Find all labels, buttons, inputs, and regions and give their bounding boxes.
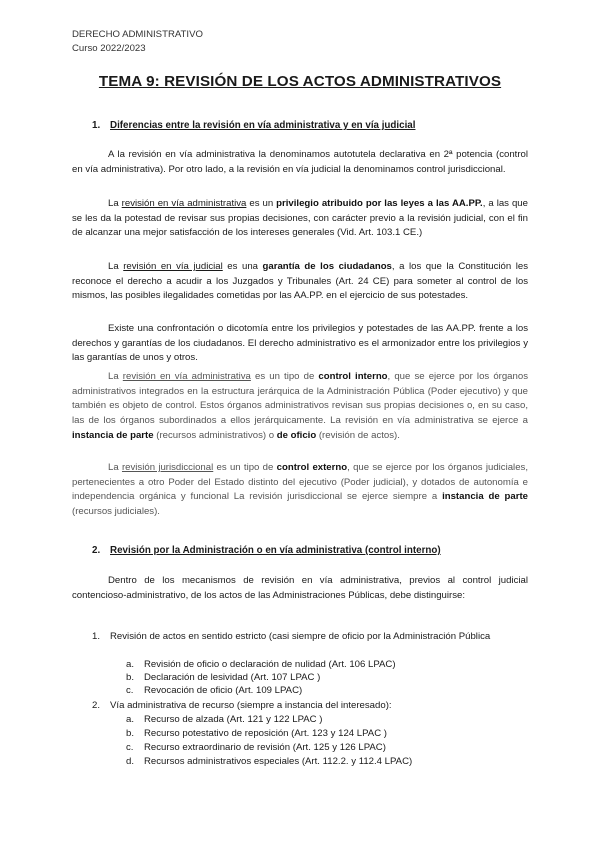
paragraph-7: Dentro de los mecanismos de revisión en vía administrativa, previos al control judicial contencioso-administrativo, de los actos de las Administraciones Públicas, debe distinguirse: <box>72 575 528 601</box>
sub-list-item <box>126 727 387 741</box>
p2-mid: es un <box>246 198 277 209</box>
sub-list-item <box>126 755 412 769</box>
sub-list-text: Recurso potestativo de reposición (Art. 123 y 124 LPAC ) <box>144 728 387 739</box>
list-marker: 2. <box>92 700 101 711</box>
p5-bold-2: instancia de parte <box>72 429 154 441</box>
p3-term: revisión en vía judicial <box>123 261 223 272</box>
paragraph-6 <box>72 461 528 520</box>
p5-bold-3: de oficio <box>276 429 317 441</box>
sub-list-marker: d. <box>126 756 135 767</box>
list-item <box>92 630 528 644</box>
paragraph-4: Existe una confrontación o dicotomía entre los privilegios y potestades de las AA.PP. frente a los derechos y garantías de los ciudadanos. El derecho administrativo es el armonizador entre los privilegios y las garantías de unos y otros. <box>72 323 528 364</box>
p2-bold: privilegio atribuido por las leyes a las AA.PP. <box>276 198 483 209</box>
section-2-heading <box>92 545 441 556</box>
p5-text-2: , que se ejerce por los órganos administrativos integrados en la estructura jerárquica de la Administración Pública (Poder ejecutivo) y que también es objeto de control. Estos órganos administrativos revisan sus propias decisiones o, en su caso, las de los órganos subordinados a ellos jerárquicamente. La revisión en vía administrativa se ejerce a <box>72 371 528 427</box>
course-header: DERECHO ADMINISTRATIVO <box>72 29 203 40</box>
list-item <box>92 699 528 713</box>
p6-bold-1: control externo <box>276 462 348 473</box>
sub-list-text: Revocación de oficio (Art. 109 LPAC) <box>144 685 303 696</box>
sub-list-text: Revisión de oficio o declaración de nulidad (Art. 106 LPAC) <box>144 659 396 670</box>
section-1-title: Diferencias entre la revisión en vía administrativa y en vía judicial <box>110 120 416 131</box>
sub-list-item <box>126 671 320 685</box>
paragraph-1: A la revisión en vía administrativa la denominamos autotutela declarativa en 2ª potencia (control en vía administrativa). Por otro lado, a la revisión en vía judicial la denominamos control jurisdiccional. <box>72 149 528 175</box>
paragraph-3 <box>72 260 528 304</box>
p6-lead: La <box>108 462 122 473</box>
sub-list-text: Recurso extraordinario de revisión (Art. 125 y 126 LPAC) <box>144 742 386 753</box>
p5-mid: es un tipo de <box>250 371 319 382</box>
list-item-text: Revisión de actos en sentido estricto (casi siempre de oficio por la Administración Pública <box>110 631 491 642</box>
sub-list-item <box>126 684 302 698</box>
section-2-title: Revisión por la Administración o en vía administrativa (control interno) <box>110 545 441 556</box>
p2-term: revisión en vía administrativa <box>121 198 247 209</box>
sub-list-marker: a. <box>126 714 135 725</box>
paragraph-2 <box>72 197 528 241</box>
sub-list-item <box>126 658 396 672</box>
p2-lead: La <box>108 198 122 209</box>
sub-list-marker: c. <box>126 685 134 696</box>
sub-list-item <box>126 741 386 755</box>
p5-text-4: (revisión de actos). <box>316 429 400 441</box>
p3-lead: La <box>108 261 124 272</box>
course-year: Curso 2022/2023 <box>72 43 146 54</box>
list-item-text: Vía administrativa de recurso (siempre a instancia del interesado): <box>110 700 392 711</box>
p5-bold-1: control interno <box>318 371 388 382</box>
p2-rest: , a las que se les da la potestad de revisar sus propias decisiones, con carácter previo a la revisión judicial, con el fin de alcanzar una mejor satisfacción de los intereses generales (Vid. Art. 103.1 CE.) <box>72 198 528 239</box>
list-marker: 1. <box>92 631 101 642</box>
sub-list-item <box>126 713 322 727</box>
sub-list-text: Recursos administrativos especiales (Art. 112.2. y 112.4 LPAC) <box>144 756 413 767</box>
p6-term: revisión jurisdiccional <box>121 462 214 473</box>
sub-list-marker: b. <box>126 728 135 739</box>
page-title: TEMA 9: REVISIÓN DE LOS ACTOS ADMINISTRATIVOS <box>98 73 502 90</box>
p3-mid: es una <box>222 261 263 272</box>
p6-text-3: (recursos judiciales). <box>72 506 160 518</box>
sub-list-marker: b. <box>126 672 135 683</box>
p6-mid: es un tipo de <box>213 462 277 473</box>
paragraph-5 <box>72 370 528 444</box>
p3-bold: garantía de los ciudadanos <box>262 261 392 272</box>
section-1-heading <box>92 120 415 131</box>
p5-text-3: (recursos administrativos) o <box>153 429 277 441</box>
p6-bold-2: instancia de parte <box>442 491 528 503</box>
section-2-number: 2. <box>92 545 101 556</box>
p5-term: revisión en vía administrativa <box>122 371 251 382</box>
p3-rest: , a los que la Constitución les reconoce el derecho a acudir a los Juzgados y Tribunales (Art. 24 CE) para someter al control de los mismos, las posibles ilegalidades cometidas por las AA.PP. en el ejercicio de sus potestades. <box>72 261 528 302</box>
p6-text-2: , que se ejerce por los órganos judiciales, pertenecientes a otro Poder del Estado distinto del ejecutivo (Poder judicial), y dotados de autonomía e independencia orgánica y funcional La revisión jurisdiccional se ejerce siempre a <box>72 462 528 503</box>
section-1-number: 1. <box>92 120 101 131</box>
sub-list-marker: c. <box>126 742 134 753</box>
p5-lead: La <box>108 371 123 382</box>
sub-list-marker: a. <box>126 659 135 670</box>
sub-list-text: Declaración de lesividad (Art. 107 LPAC ) <box>144 672 321 683</box>
sub-list-text: Recurso de alzada (Art. 121 y 122 LPAC ) <box>144 714 323 725</box>
